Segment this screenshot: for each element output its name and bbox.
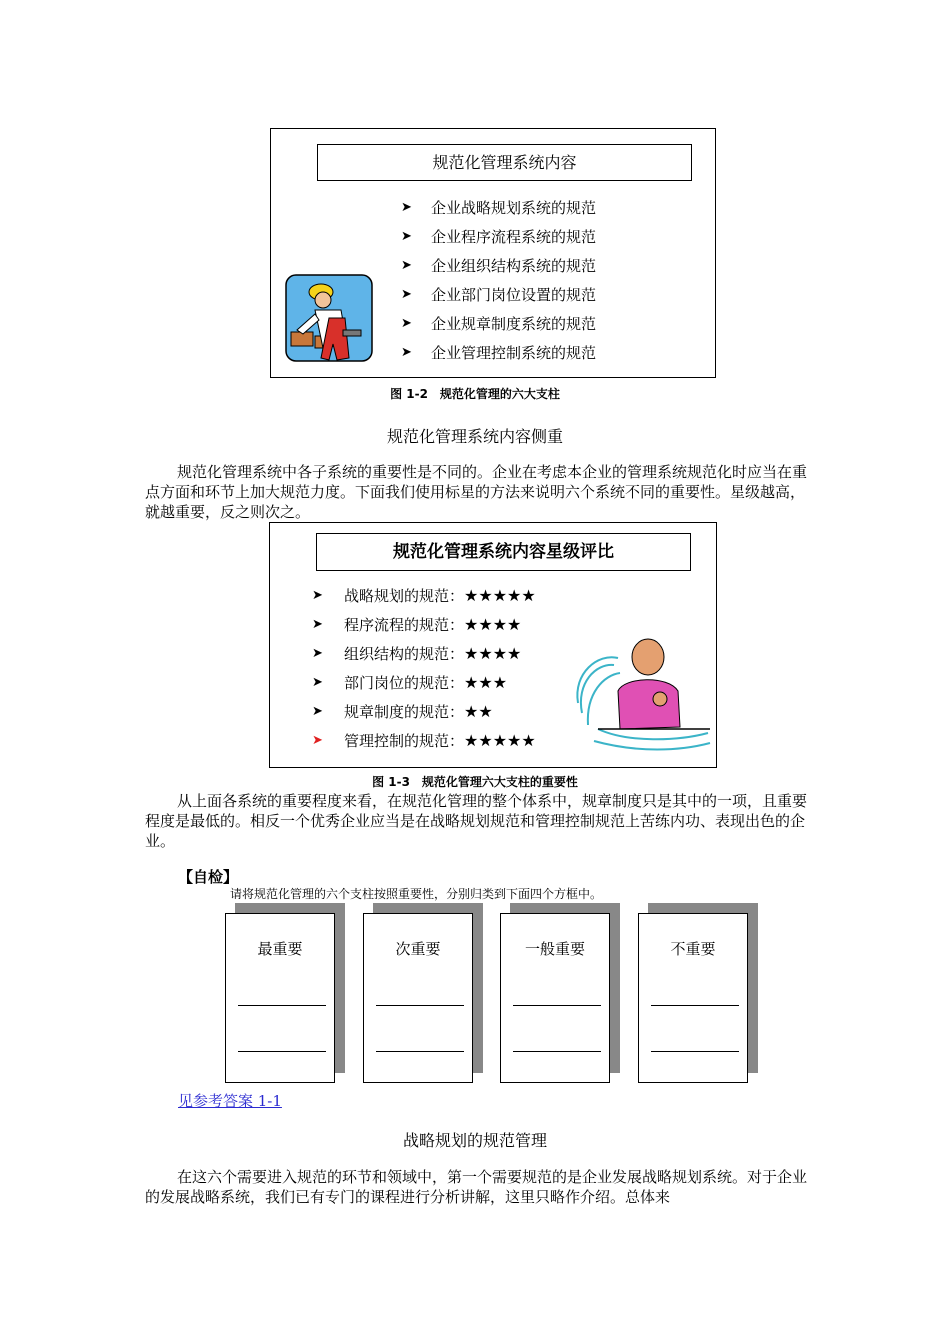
arrow-bullet-icon: ➤	[312, 617, 323, 632]
section-heading: 规范化管理系统内容侧重	[386, 427, 563, 446]
star-rating: ★★★★★	[464, 586, 536, 605]
answer-line	[513, 1051, 601, 1052]
star-rating: ★★★★★	[464, 731, 536, 750]
self-check-instruction: 请将规范化管理的六个支柱按照重要性，分别归类到下面四个方框中。	[230, 887, 603, 901]
paragraph: 在这六个需要进入规范的环节和领域中，第一个需要规范的是企业发展战略规划系统。对于企业的发展战略系统，我们已有专门的课程进行分析讲解，这里只略作介绍。总体来	[145, 1168, 808, 1206]
self-check-label: 【自检】	[178, 868, 239, 886]
box-not-important: 不重要	[638, 913, 748, 1083]
answer-line	[376, 1005, 464, 1006]
list-item: ➤ 规章制度的规范： ★★	[312, 702, 493, 721]
list-item: ➤ 企业程序流程系统的规范	[401, 228, 597, 246]
list-item: ➤ 企业组织结构系统的规范	[401, 257, 597, 275]
list-item: ➤ 战略规划的规范： ★★★★★	[312, 586, 536, 605]
star-rating: ★★★★	[464, 615, 522, 634]
arrow-bullet-icon: ➤	[312, 588, 323, 603]
arrow-bullet-icon: ➤	[312, 733, 323, 748]
answer-reference-link[interactable]: 见参考答案 1-1	[178, 1092, 282, 1110]
arrow-bullet-icon: ➤	[401, 345, 412, 360]
arrow-bullet-icon: ➤	[312, 704, 323, 719]
arrow-bullet-icon: ➤	[401, 287, 412, 302]
star-rating: ★★	[464, 702, 493, 721]
answer-line	[376, 1051, 464, 1052]
figure-title: 规范化管理系统内容	[317, 144, 692, 181]
list-item: ➤ 程序流程的规范： ★★★★	[312, 615, 522, 634]
list-item: ➤ 管理控制的规范： ★★★★★	[312, 731, 536, 750]
figure-star-rating	[269, 522, 717, 768]
section-heading: 战略规划的规范管理	[402, 1131, 547, 1150]
arrow-bullet-icon: ➤	[401, 258, 412, 273]
answer-line	[238, 1051, 326, 1052]
answer-line	[651, 1005, 739, 1006]
arrow-bullet-icon: ➤	[401, 200, 412, 215]
answer-line	[513, 1005, 601, 1006]
arrow-bullet-icon: ➤	[401, 316, 412, 331]
figure-caption: 图 1-3 规范化管理六大支柱的重要性	[372, 775, 578, 789]
paragraph: 从上面各系统的重要程度来看，在规范化管理的整个体系中，规章制度只是其中的一项，且重要程度是最低的。相反一个优秀企业应当是在战略规划规范和管理控制规范上苦练内功、表现出色的企业。	[145, 792, 808, 850]
figure-title: 规范化管理系统内容星级评比	[316, 533, 691, 571]
list-item: ➤ 企业战略规划系统的规范	[401, 199, 597, 217]
box-general-important: 一般重要	[500, 913, 610, 1083]
answer-line	[238, 1005, 326, 1006]
box-most-important: 最重要	[225, 913, 335, 1083]
pillar-list	[401, 193, 596, 367]
figure-six-pillars	[270, 128, 716, 378]
list-item: ➤ 部门岗位的规范： ★★★	[312, 673, 508, 692]
star-rating: ★★★	[464, 673, 508, 692]
answer-line	[651, 1051, 739, 1052]
list-item: ➤ 企业部门岗位设置的规范	[401, 286, 597, 304]
paragraph: 规范化管理系统中各子系统的重要性是不同的。企业在考虑本企业的管理系统规范化时应当在重点方面和环节上加大规范力度。下面我们使用标星的方法来说明六个系统不同的重要性。星级越高，就越重要，反之则次之。	[145, 463, 808, 521]
thinking-man-clipart	[568, 633, 712, 761]
arrow-bullet-icon: ➤	[401, 229, 412, 244]
arrow-bullet-icon: ➤	[312, 646, 323, 661]
arrow-bullet-icon: ➤	[312, 675, 323, 690]
star-rating: ★★★★	[464, 644, 522, 663]
list-item: ➤ 组织结构的规范： ★★★★	[312, 644, 522, 663]
rating-list	[312, 581, 536, 755]
box-second-important: 次重要	[363, 913, 473, 1083]
construction-worker-clipart	[285, 274, 373, 362]
list-item: ➤ 企业规章制度系统的规范	[401, 315, 597, 333]
list-item: ➤ 企业管理控制系统的规范	[401, 344, 597, 362]
figure-caption: 图 1-2 规范化管理的六大支柱	[390, 387, 560, 401]
